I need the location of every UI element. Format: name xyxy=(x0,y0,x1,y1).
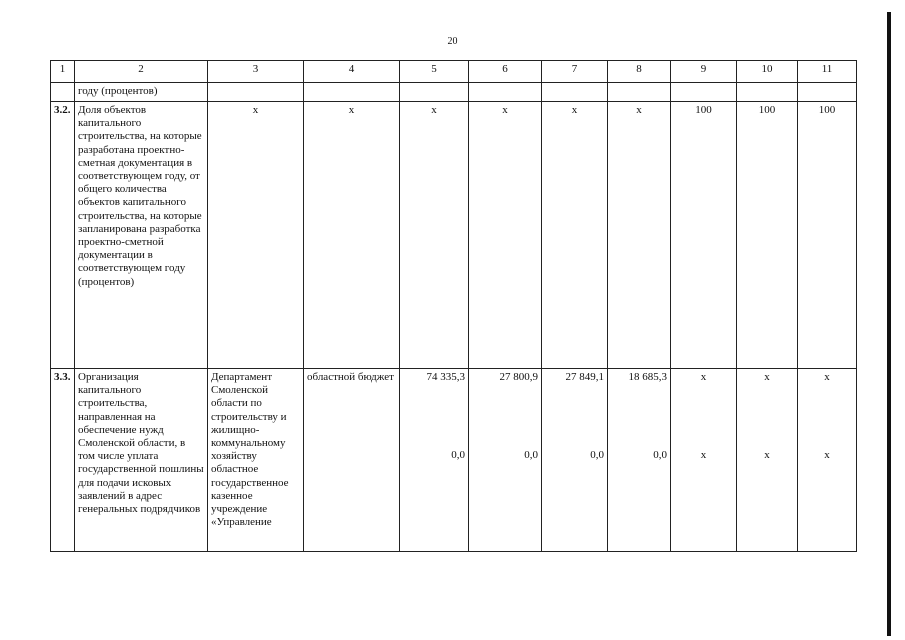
page-number: 20 xyxy=(447,36,458,47)
row-3-3-col5 xyxy=(400,369,469,552)
carry-cell-9 xyxy=(671,83,737,102)
row-3-3-col6-line1: 27 800,9 xyxy=(499,371,538,383)
row-3-3-col10-line2: х xyxy=(764,449,770,462)
row-3-3-col11-line1: х xyxy=(824,371,830,383)
header-cell-10: 10 xyxy=(737,61,798,83)
document-table xyxy=(50,60,857,552)
row-3-3-col7 xyxy=(542,369,608,552)
row-3-2-col10: 100 xyxy=(737,102,798,369)
table-row-carry xyxy=(51,83,857,102)
row-3-2-name: Доля объектов капитального строительства, на которые разработана проектно-сметная документация в соответствующем году, от общего количества объектов капитального строительства, на которые запланирована разработка проектно-сметной документации в соответствующем году (процентов) xyxy=(75,102,208,369)
row-3-2-col8: х xyxy=(608,102,671,369)
header-cell-9: 9 xyxy=(671,61,737,83)
carry-cell-11 xyxy=(798,83,857,102)
header-cell-4: 4 xyxy=(304,61,400,83)
row-3-2-col6: х xyxy=(469,102,542,369)
carry-cell-10 xyxy=(737,83,798,102)
row-3-2-col7: х xyxy=(542,102,608,369)
header-cell-7: 7 xyxy=(542,61,608,83)
row-3-3-col9-line2: х xyxy=(700,449,707,462)
row-3-3-executor: Департамент Смоленской области по строительству и жилищно-коммунальному хозяйству областное государственное казенное учреждение «Управление xyxy=(208,369,304,552)
carry-cell-5 xyxy=(400,83,469,102)
header-cell-11: 11 xyxy=(798,61,857,83)
row-3-2-col9: 100 xyxy=(671,102,737,369)
carry-cell-1 xyxy=(51,83,75,102)
carry-cell-text: году (процентов) xyxy=(75,83,208,102)
carry-cell-4 xyxy=(304,83,400,102)
row-3-2-col3: х xyxy=(208,102,304,369)
row-3-2-col11: 100 xyxy=(798,102,857,369)
row-3-2-number: 3.2. xyxy=(51,102,75,369)
table-header-row xyxy=(51,61,857,83)
row-3-3-col7-line2: 0,0 xyxy=(590,449,604,462)
header-cell-2: 2 xyxy=(75,61,208,83)
carry-cell-6 xyxy=(469,83,542,102)
row-3-3-col8-line1: 18 685,3 xyxy=(628,371,667,383)
header-cell-3: 3 xyxy=(208,61,304,83)
row-3-3-col11 xyxy=(798,369,857,552)
row-3-3-number: 3.3. xyxy=(51,369,75,552)
carry-cell-3 xyxy=(208,83,304,102)
carry-cell-7 xyxy=(542,83,608,102)
row-3-2-col4: х xyxy=(304,102,400,369)
row-3-3-source: областной бюджет xyxy=(304,369,400,552)
carry-cell-8 xyxy=(608,83,671,102)
row-3-3-col6 xyxy=(469,369,542,552)
table-row-3-3 xyxy=(51,369,857,552)
row-3-3-col11-line2: х xyxy=(824,449,830,462)
scan-edge-bar xyxy=(887,12,891,636)
row-3-3-col7-line1: 27 849,1 xyxy=(565,371,604,383)
row-3-3-col8 xyxy=(608,369,671,552)
table-row-3-2 xyxy=(51,102,857,369)
header-cell-8: 8 xyxy=(608,61,671,83)
header-cell-6: 6 xyxy=(469,61,542,83)
row-3-2-col5: х xyxy=(400,102,469,369)
row-3-3-col6-line2: 0,0 xyxy=(524,449,538,462)
row-3-3-col8-line2: 0,0 xyxy=(653,449,667,462)
row-3-3-col9 xyxy=(671,369,737,552)
row-3-3-col5-line1: 74 335,3 xyxy=(426,371,465,383)
header-cell-1: 1 xyxy=(51,61,75,83)
header-cell-5: 5 xyxy=(400,61,469,83)
row-3-3-col5-line2: 0,0 xyxy=(451,449,465,462)
row-3-3-col9-line1: х xyxy=(700,371,707,383)
row-3-3-name: Организация капитального строительства, направленная на обеспечение нужд Смоленской области, в том числе уплата государственной пошлины для подачи исковых заявлений в адрес генеральных подрядчиков xyxy=(75,369,208,552)
row-3-3-col10-line1: х xyxy=(764,371,770,383)
row-3-3-col10 xyxy=(737,369,798,552)
